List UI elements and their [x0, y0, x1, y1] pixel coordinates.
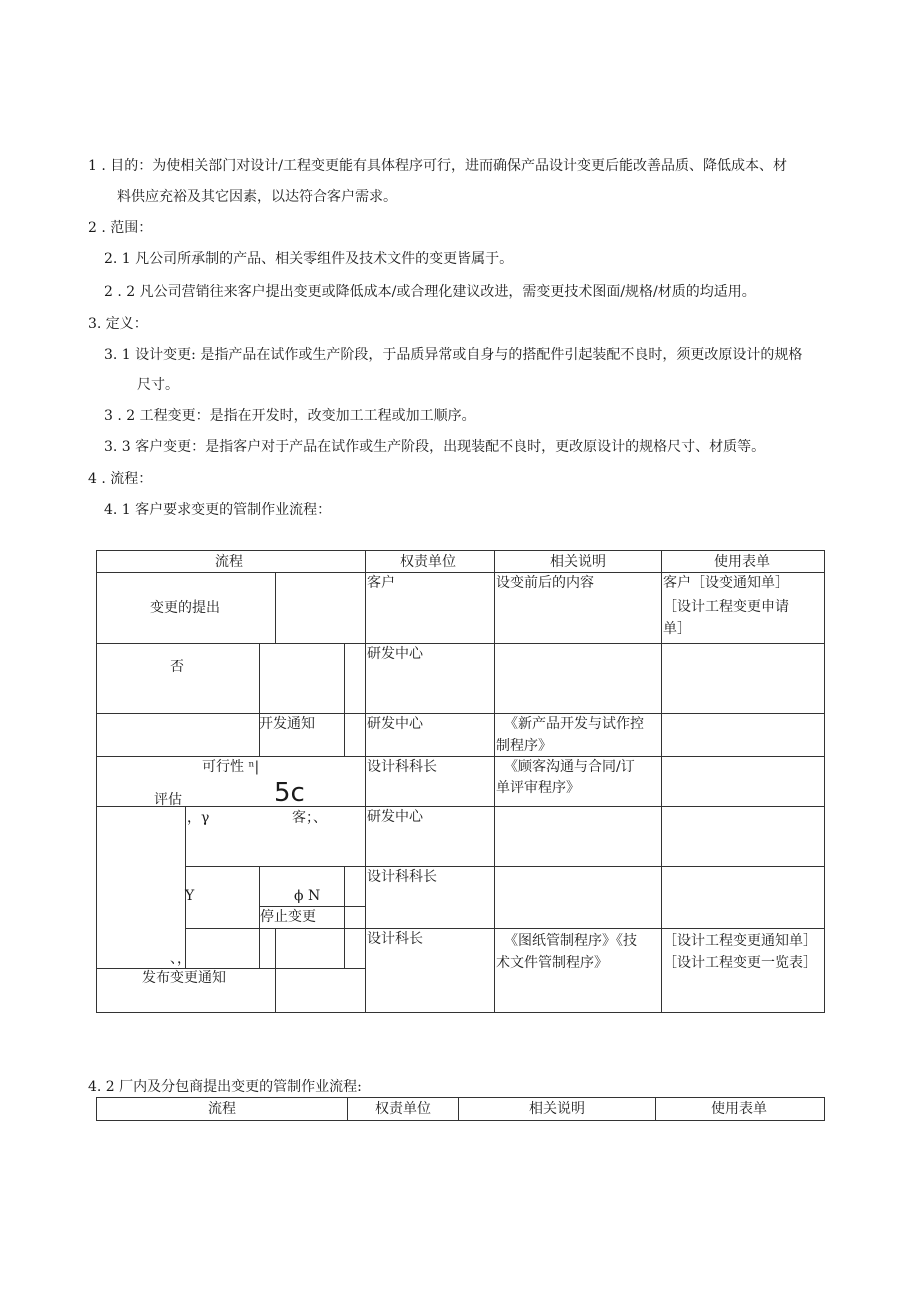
notes-row-7-line-2: 术文件管制程序》 — [496, 955, 608, 971]
scope-title: 2 . 范围： — [88, 220, 153, 236]
notes-row-4-line-1: 《顾客沟通与合同/订 — [504, 759, 635, 775]
unit-row-7: 设计科长 — [367, 931, 423, 947]
header-notes: 相关说明 — [550, 554, 606, 570]
process-4-2: 4. 2 厂内及分包商提出变更的管制作业流程: — [88, 1079, 362, 1095]
header-flow: 流程 — [215, 554, 243, 570]
flow-feasibility: 可行性 ⁿ| — [202, 759, 260, 775]
unit-row-3: 研发中心 — [367, 716, 423, 732]
notes-row-1: 设变前后的内容 — [496, 575, 594, 591]
forms-row-7-line-1: ［设计工程变更通知单］ — [663, 933, 817, 949]
table2-header-flow: 流程 — [208, 1101, 236, 1117]
flow-gamma: ，γ — [187, 810, 210, 826]
table2-header-forms: 使用表单 — [711, 1101, 767, 1117]
flow-evaluate: 评估 — [154, 792, 182, 808]
definition-3-2: 3 . 2 工程变更：是指在开发时，改变加工工程或加工顺序。 — [104, 408, 476, 424]
definition-3-1-line-1: 3. 1 设计变更: 是指产品在试作或生产阶段，于品质异常或自身与的搭配件引起装配不良时，须更改原设计的规格 — [104, 347, 803, 363]
unit-row-2: 研发中心 — [367, 646, 423, 662]
flow-big-mark: 5c — [274, 778, 305, 808]
flow-phi-n: ϕ N — [294, 888, 321, 904]
notes-row-3-line-1: 《新产品开发与试作控 — [504, 716, 644, 732]
flow-change-proposal: 变更的提出 — [150, 600, 220, 616]
flow-no: 否 — [170, 659, 184, 675]
scope-2-1: 2. 1 凡公司所承制的产品、相关零组件及技术文件的变更皆属于。 — [104, 251, 514, 267]
flow-dots: 、， — [170, 951, 191, 967]
process-title: 4 . 流程： — [88, 471, 153, 487]
unit-row-1: 客户 — [367, 575, 395, 591]
table2-header-notes: 相关说明 — [529, 1101, 585, 1117]
flow-ke: 客；、 — [292, 810, 327, 826]
definition-3-3: 3. 3 客户变更：是指客户对于产品在试作或生产阶段，出现装配不良时，更改原设计的规格尺寸、材质等。 — [104, 439, 766, 455]
notes-row-3-line-2: 制程序》 — [496, 738, 552, 754]
definition-3-1-line-2: 尺寸。 — [137, 377, 179, 393]
flow-y: Y — [185, 888, 195, 904]
purpose-line-2: 料供应充裕及其它因素，以达符合客户需求。 — [117, 189, 397, 205]
notes-row-4-line-2: 单评审程序》 — [496, 780, 580, 796]
forms-row-1-line-3: 单］ — [663, 621, 691, 637]
scope-2-2: 2 . 2 凡公司营销往来客户提出变更或降低成本/或合理化建议改进，需变更技术图面/规格/材质的均适用。 — [104, 284, 756, 300]
purpose-line-1: 1 . 目的：为使相关部门对设计/工程变更能有具体程序可行，进而确保产品设计变更后能改善品质、降低成本、材 — [88, 158, 787, 174]
header-unit: 权责单位 — [400, 554, 456, 570]
notes-row-7-line-1: 《图纸管制程序》《技 — [504, 933, 637, 949]
unit-row-6: 设计科科长 — [367, 869, 437, 885]
header-forms: 使用表单 — [714, 554, 770, 570]
forms-row-1-line-2: ［设计工程变更申请 — [663, 599, 789, 615]
flow-release-notice: 发布变更通知 — [142, 970, 226, 986]
unit-row-4: 设计科科长 — [367, 759, 437, 775]
definition-title: 3. 定义： — [88, 316, 148, 332]
forms-row-1-line-1: 客户［设变通知单］ — [663, 575, 789, 591]
flow-dev-notice: 开发通知 — [259, 716, 315, 732]
forms-row-7-line-2: ［设计工程变更一览表］ — [663, 955, 817, 971]
unit-row-5: 研发中心 — [367, 809, 423, 825]
flow-stop-change: 停止变更 — [260, 909, 316, 925]
process-4-1: 4. 1 客户要求变更的管制作业流程： — [104, 502, 332, 518]
table2-header-unit: 权责单位 — [375, 1101, 431, 1117]
